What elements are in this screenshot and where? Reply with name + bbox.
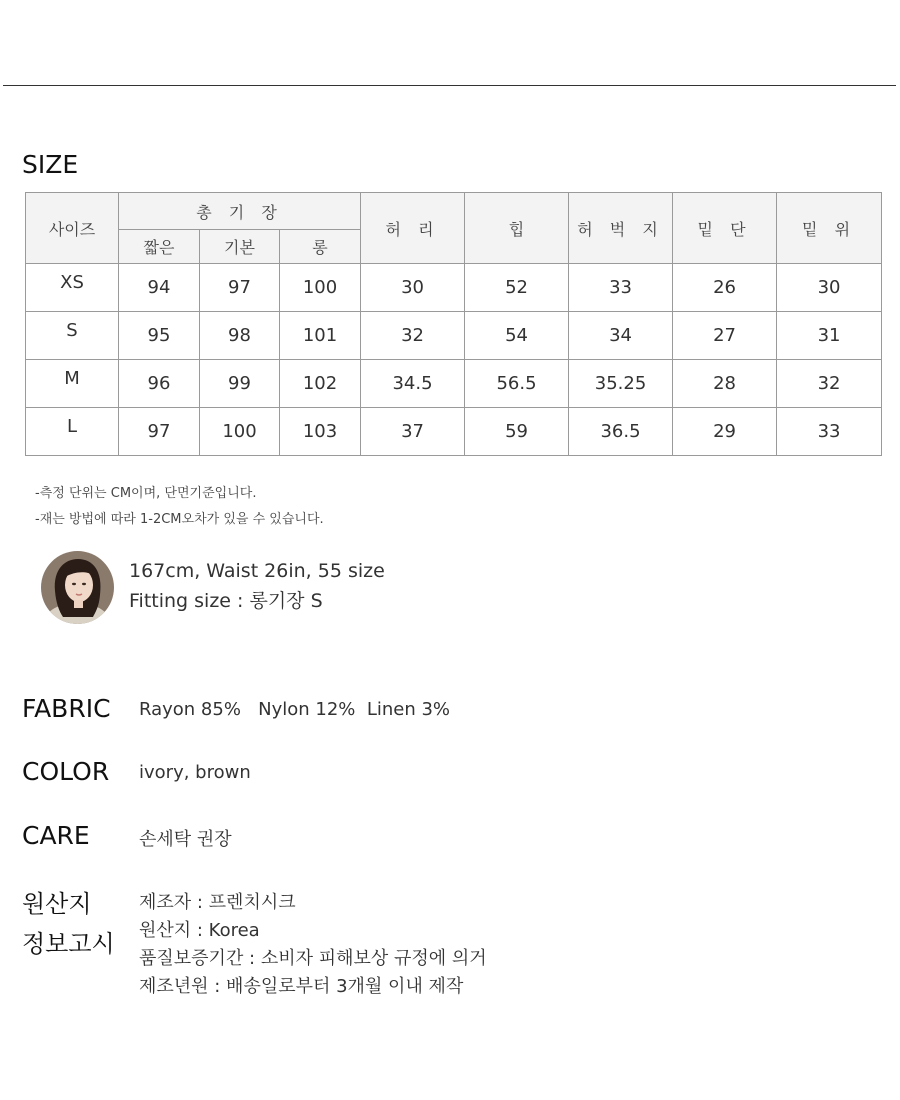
care-value: 손세탁 권장 xyxy=(139,829,232,850)
cell-hip: 52 xyxy=(465,264,569,312)
cell-length-basic: 97 xyxy=(200,264,280,312)
cell-length-basic: 99 xyxy=(200,360,280,408)
cell-thigh: 35.25 xyxy=(569,360,673,408)
top-divider xyxy=(3,85,896,86)
cell-waist: 32 xyxy=(361,312,465,360)
origin-label-line2: 정보고시 xyxy=(22,930,115,958)
cell-thigh: 33 xyxy=(569,264,673,312)
cell-length-short: 94 xyxy=(119,264,200,312)
row-size-label: M xyxy=(26,360,119,408)
measurement-notes xyxy=(35,481,324,533)
size-table xyxy=(25,192,882,456)
row-size-label: L xyxy=(26,408,119,456)
cell-rise: 31 xyxy=(777,312,882,360)
cell-thigh: 36.5 xyxy=(569,408,673,456)
cell-hem: 27 xyxy=(673,312,777,360)
cell-waist: 30 xyxy=(361,264,465,312)
fabric-label: FABRIC xyxy=(22,694,111,723)
table-row xyxy=(26,360,882,408)
cell-rise: 30 xyxy=(777,264,882,312)
cell-hip: 56.5 xyxy=(465,360,569,408)
cell-length-short: 97 xyxy=(119,408,200,456)
cell-hem: 28 xyxy=(673,360,777,408)
row-size-label: S xyxy=(26,312,119,360)
cell-length-long: 101 xyxy=(280,312,361,360)
header-length-basic: 기본 xyxy=(200,230,280,264)
cell-rise: 33 xyxy=(777,408,882,456)
header-size: 사이즈 xyxy=(26,193,119,264)
fabric-value: Rayon 85% Nylon 12% Linen 3% xyxy=(139,699,451,720)
header-thigh: 허 벅 지 xyxy=(569,193,673,264)
header-hem: 밑 단 xyxy=(673,193,777,264)
cell-hem: 26 xyxy=(673,264,777,312)
cell-length-short: 96 xyxy=(119,360,200,408)
cell-length-long: 103 xyxy=(280,408,361,456)
origin-info-label xyxy=(22,884,115,964)
cell-length-long: 102 xyxy=(280,360,361,408)
color-value: ivory, brown xyxy=(139,762,251,783)
cell-hip: 59 xyxy=(465,408,569,456)
size-heading: SIZE xyxy=(22,150,79,179)
header-waist: 허 리 xyxy=(361,193,465,264)
note-unit: -측정 단위는 CM이며, 단면기준입니다. xyxy=(35,486,257,501)
model-fitting-size: Fitting size : 롱기장 S xyxy=(129,590,323,612)
header-rise: 밑 위 xyxy=(777,193,882,264)
row-size-label: XS xyxy=(26,264,119,312)
cell-waist: 34.5 xyxy=(361,360,465,408)
header-length-short: 짧은 xyxy=(119,230,200,264)
header-hip: 힙 xyxy=(465,193,569,264)
cell-length-basic: 98 xyxy=(200,312,280,360)
origin-warranty: 품질보증기간 : 소비자 피해보상 규정에 의거 xyxy=(139,948,487,969)
origin-production-date: 제조년원 : 배송일로부터 3개월 이내 제작 xyxy=(139,976,464,997)
header-total-length: 총 기 장 xyxy=(119,193,361,230)
cell-thigh: 34 xyxy=(569,312,673,360)
origin-manufacturer: 제조자 : 프렌치시크 xyxy=(139,892,296,913)
model-measurements: 167cm, Waist 26in, 55 size xyxy=(129,560,385,582)
model-info xyxy=(129,556,385,616)
cell-rise: 32 xyxy=(777,360,882,408)
cell-length-short: 95 xyxy=(119,312,200,360)
care-label: CARE xyxy=(22,821,90,850)
cell-waist: 37 xyxy=(361,408,465,456)
note-tolerance: -재는 방법에 따라 1-2CM오차가 있을 수 있습니다. xyxy=(35,512,324,527)
color-label: COLOR xyxy=(22,757,110,786)
table-row xyxy=(26,312,882,360)
header-length-long: 롱 xyxy=(280,230,361,264)
table-row xyxy=(26,264,882,312)
origin-label-line1: 원산지 xyxy=(22,890,92,918)
origin-country: 원산지 : Korea xyxy=(139,920,260,941)
origin-info-list xyxy=(139,889,487,1001)
cell-length-long: 100 xyxy=(280,264,361,312)
cell-hem: 29 xyxy=(673,408,777,456)
table-row xyxy=(26,408,882,456)
cell-length-basic: 100 xyxy=(200,408,280,456)
cell-hip: 54 xyxy=(465,312,569,360)
model-avatar xyxy=(41,551,114,624)
